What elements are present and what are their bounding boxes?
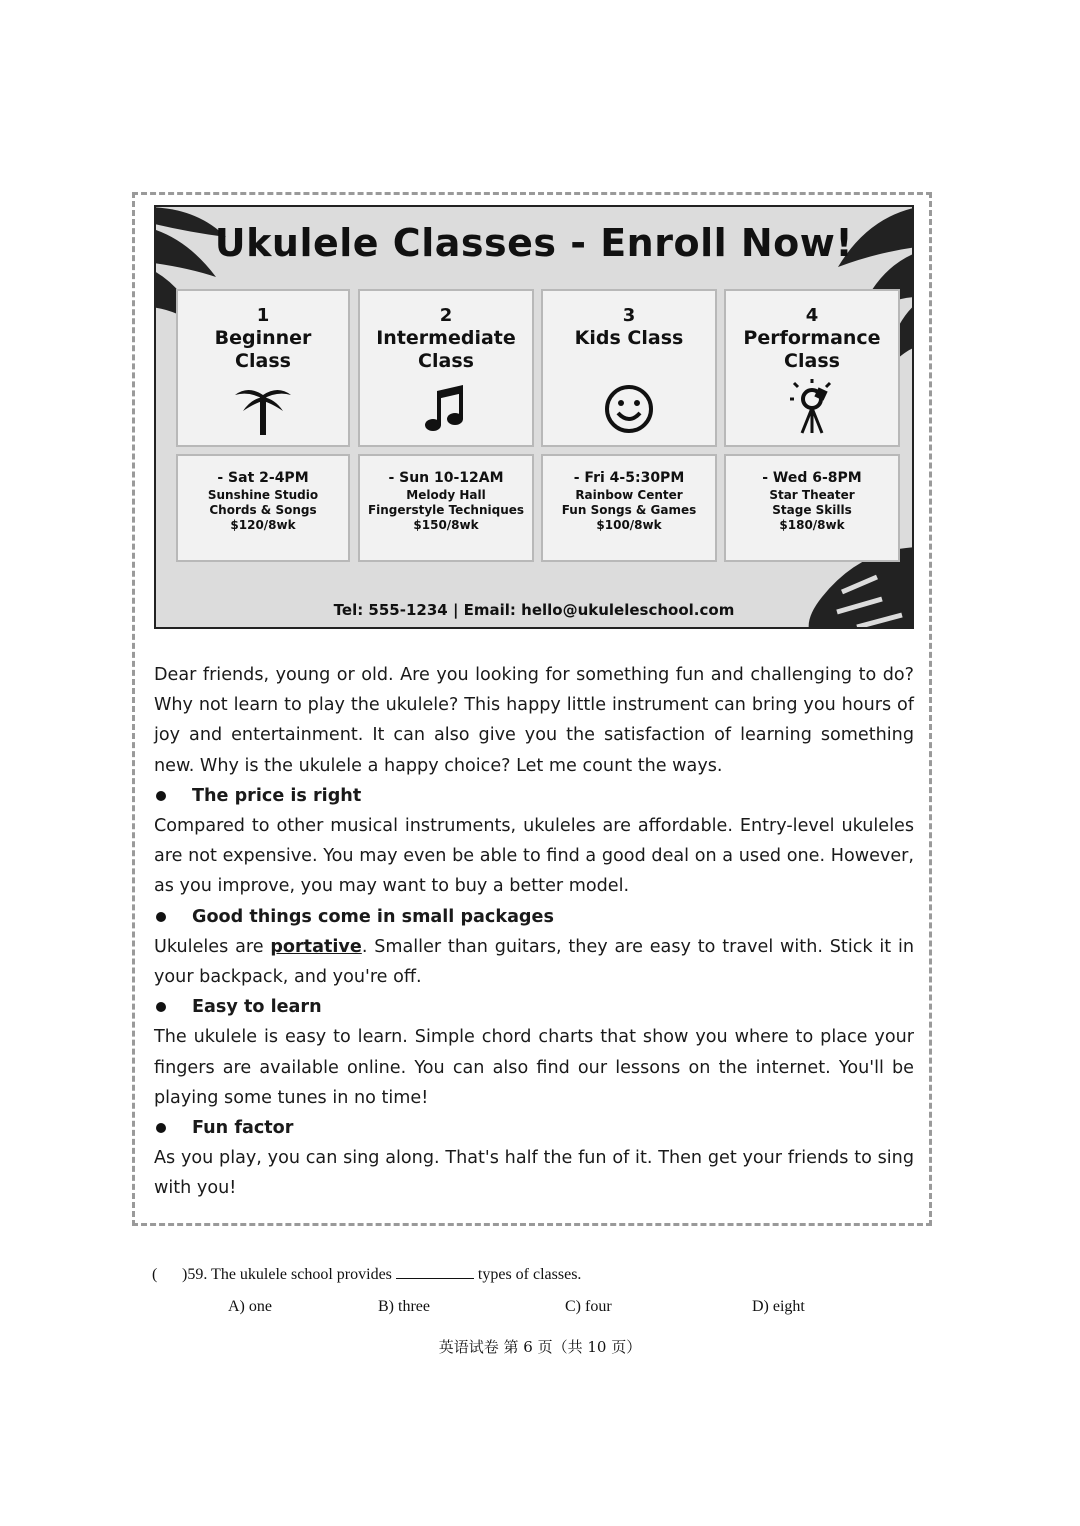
class-name: Kids Class	[574, 327, 684, 349]
class-card-intermediate	[358, 289, 534, 447]
heading-text: Good things come in small packages	[192, 906, 554, 927]
schedule-kids	[541, 454, 717, 562]
class-number: 1	[256, 305, 270, 326]
intro-paragraph: Dear friends, young or old. Are you looking for something fun and challenging to do? Why not learn to play the ukulele? This happy little instrument can bring you hours of joy and entertainment. It can also give you the satisfaction of learning something new. Why is the ukulele a happy choice? Let me count the ways.	[154, 665, 914, 776]
bullet-icon	[156, 1002, 166, 1012]
class-time: - Fri 4-5:30PM	[573, 470, 685, 486]
class-name: Intermediate	[376, 327, 516, 349]
smiley-face-icon	[603, 383, 655, 435]
class-venue: Sunshine Studio	[207, 488, 319, 502]
class-price: $180/8wk	[779, 518, 845, 532]
question-59	[152, 1266, 581, 1284]
heading-text: The price is right	[192, 785, 362, 806]
heading-text: Fun factor	[192, 1118, 294, 1139]
question-number: )59.	[182, 1266, 208, 1283]
bullet-heading	[154, 992, 914, 1022]
schedule-beginner	[176, 454, 350, 562]
class-name-line2: Class	[235, 350, 291, 372]
class-venue: Rainbow Center	[575, 488, 683, 502]
class-time: - Wed 6-8PM	[762, 470, 862, 486]
question-stem: The ukulele school provides	[211, 1266, 392, 1283]
reading-passage	[154, 660, 914, 1204]
body-paragraph	[154, 932, 914, 992]
class-focus: Fun Songs & Games	[561, 503, 697, 517]
flyer-title: Ukulele Classes - Enroll Now!	[214, 221, 854, 265]
class-number: 4	[805, 305, 819, 326]
class-venue: Melody Hall	[406, 488, 486, 502]
class-time: - Sun 10-12AM	[388, 470, 504, 486]
class-name-line2: Class	[418, 350, 474, 372]
body-paragraph: Compared to other musical instruments, ukuleles are affordable. Entry-level ukuleles are not expensive. You may even be able to find a good deal on a used one. However, as you improve, you may want to buy a better model.	[154, 816, 914, 897]
palm-tree-icon	[233, 381, 293, 435]
option-b: B) three	[378, 1298, 430, 1315]
option-c: C) four	[565, 1298, 612, 1315]
class-venue: Star Theater	[769, 488, 855, 502]
class-price: $150/8wk	[413, 518, 479, 532]
question-stem-end: types of classes.	[477, 1266, 582, 1283]
option-a: A) one	[228, 1298, 272, 1315]
ukulele-flyer	[154, 205, 914, 629]
heading-text: Easy to learn	[192, 997, 322, 1018]
class-price: $120/8wk	[230, 518, 296, 532]
class-focus: Stage Skills	[772, 503, 852, 517]
underlined-word: portative	[270, 936, 362, 957]
bullet-icon	[156, 912, 166, 922]
bullet-heading	[154, 1113, 914, 1143]
answer-blank	[396, 1266, 474, 1279]
class-card-performance	[724, 289, 900, 447]
class-price: $100/8wk	[596, 518, 662, 532]
class-focus: Fingerstyle Techniques	[367, 503, 525, 517]
class-number: 2	[439, 305, 453, 326]
text-segment: Ukuleles are	[154, 936, 271, 957]
bullet-icon	[156, 791, 166, 801]
answer-paren: (	[152, 1266, 158, 1283]
bullet-heading	[154, 781, 914, 811]
class-time: - Sat 2-4PM	[217, 470, 309, 486]
bullet-icon	[156, 1123, 166, 1133]
body-paragraph: As you play, you can sing along. That's half the fun of it. Then get your friends to sing with you!	[154, 1148, 914, 1199]
class-number: 3	[622, 305, 636, 326]
class-card-beginner	[176, 289, 350, 447]
schedule-intermediate	[358, 454, 534, 562]
page-footer: 英语试卷 第 6 页（共 10 页）	[438, 1338, 642, 1356]
class-name: Performance	[743, 327, 881, 349]
schedule-performance	[724, 454, 900, 562]
spotlight-icon	[790, 379, 834, 435]
class-name: Beginner	[214, 327, 312, 349]
bullet-heading	[154, 902, 914, 932]
text-segment: . Smaller than guitars, they are easy to travel with. Stick it in your backpack, and you're off.	[154, 936, 914, 988]
class-card-kids	[541, 289, 717, 447]
class-name-line2: Class	[784, 350, 840, 372]
music-note-icon	[423, 385, 469, 435]
body-paragraph: The ukulele is easy to learn. Simple chord charts that show you where to place your fingers are available online. You can also find our lessons on the internet. You'll be playing some tunes in no time!	[154, 1027, 914, 1108]
option-d: D) eight	[752, 1298, 805, 1315]
class-focus: Chords & Songs	[209, 503, 317, 517]
contact-info: Tel: 555-1234 | Email: hello@ukuleleschool.com	[333, 601, 735, 619]
